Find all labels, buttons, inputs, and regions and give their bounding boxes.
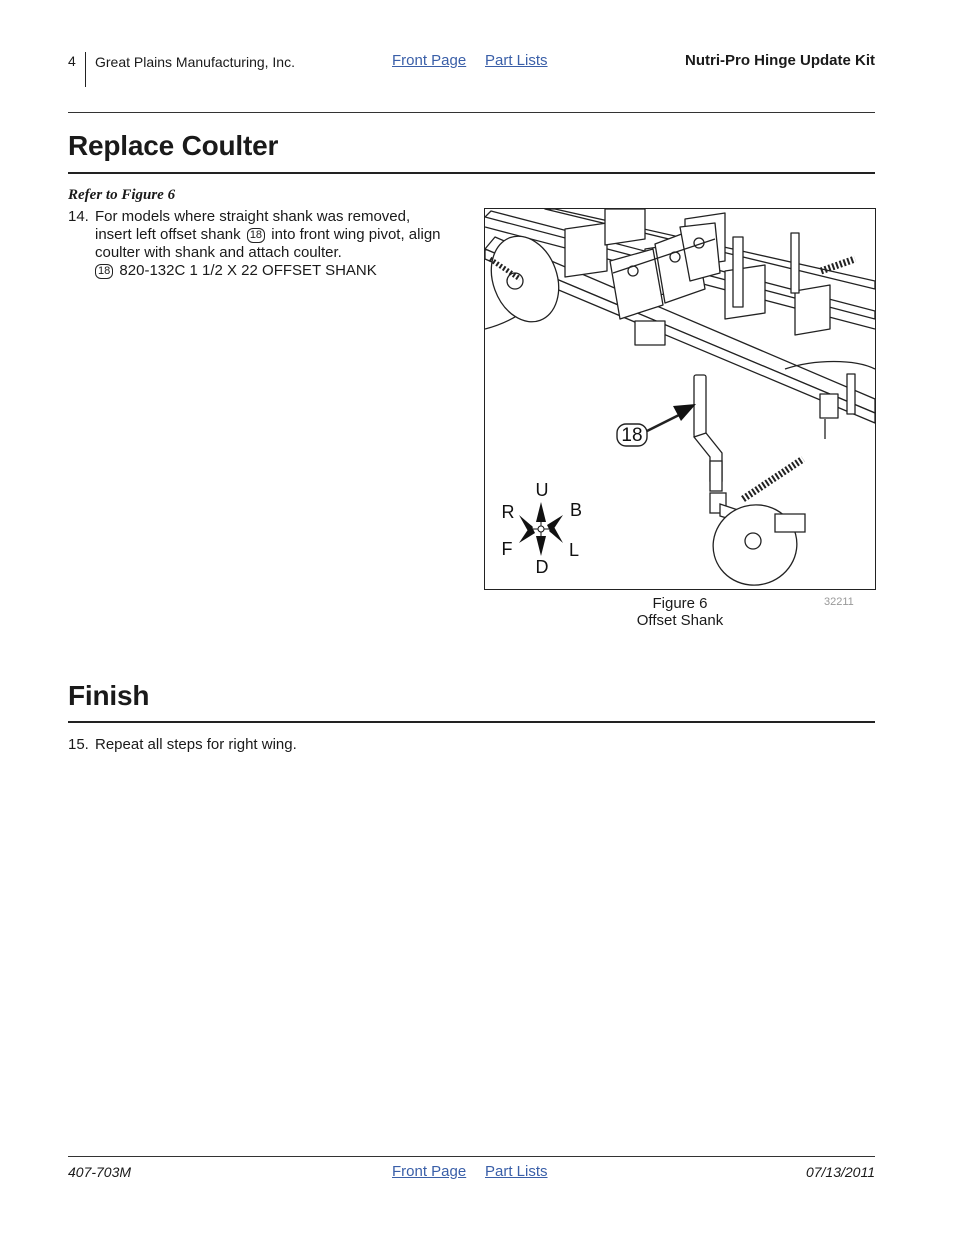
header-rule — [68, 112, 875, 113]
document-date: 07/13/2011 — [805, 1164, 875, 1180]
part-lists-link[interactable]: Part Lists — [485, 52, 548, 69]
step-number: 15. — [68, 736, 89, 753]
compass-down-label: D — [535, 557, 549, 577]
step-line: coulter with shank and attach coulter. — [95, 244, 342, 261]
compass-rose — [502, 480, 583, 577]
figure-title: Offset Shank — [636, 612, 724, 629]
section-rule — [68, 172, 875, 174]
callout-badge: 18 — [247, 228, 265, 243]
company-name: Great Plains Manufacturing, Inc. — [95, 54, 295, 70]
footer-front-page-link[interactable]: Front Page — [392, 1163, 467, 1180]
footer-part-lists-link[interactable]: Part Lists — [485, 1163, 548, 1180]
document-title: Nutri-Pro Hinge Update Kit — [685, 52, 875, 69]
compass-f-label: F — [501, 539, 513, 559]
page-number: 4 — [68, 53, 76, 69]
section-title-finish: Finish — [68, 680, 150, 711]
compass-l-label: L — [568, 540, 580, 560]
section-rule — [68, 721, 875, 723]
figure-reference: Refer to Figure 6 — [68, 187, 176, 203]
document-number: 407-703M — [68, 1164, 132, 1180]
figure-image-id: 32211 — [824, 596, 854, 608]
figure-caption — [600, 595, 760, 629]
compass-up-label: U — [535, 480, 549, 500]
callout-arrow — [647, 404, 696, 431]
part-description: 820-132C 1 1/2 X 22 OFFSET SHANK — [119, 262, 377, 279]
figure-callout-18 — [617, 424, 647, 446]
frame-drawing — [485, 209, 875, 439]
figure-number: Figure 6 — [652, 595, 708, 612]
figure-offset-shank — [484, 208, 876, 590]
step-line: For models where straight shank was removed, — [95, 208, 411, 225]
step-line: into front wing pivot, align — [271, 226, 441, 243]
step-number: 14. — [68, 208, 89, 225]
step-line: insert left offset shank — [95, 226, 241, 243]
callout-number: 18 — [621, 425, 643, 446]
callout-badge: 18 — [95, 264, 113, 279]
step-14 — [68, 208, 468, 280]
figure-illustration — [485, 209, 875, 589]
step-text: Repeat all steps for right wing. — [95, 736, 297, 753]
compass-r-label: R — [501, 502, 515, 522]
compass-b-label: B — [569, 500, 583, 520]
front-page-link[interactable]: Front Page — [392, 52, 467, 69]
step-15 — [68, 736, 297, 754]
header-divider — [85, 52, 86, 87]
section-title-replace-coulter: Replace Coulter — [68, 130, 279, 161]
offset-shank-part — [694, 375, 806, 589]
footer-rule — [68, 1156, 875, 1157]
